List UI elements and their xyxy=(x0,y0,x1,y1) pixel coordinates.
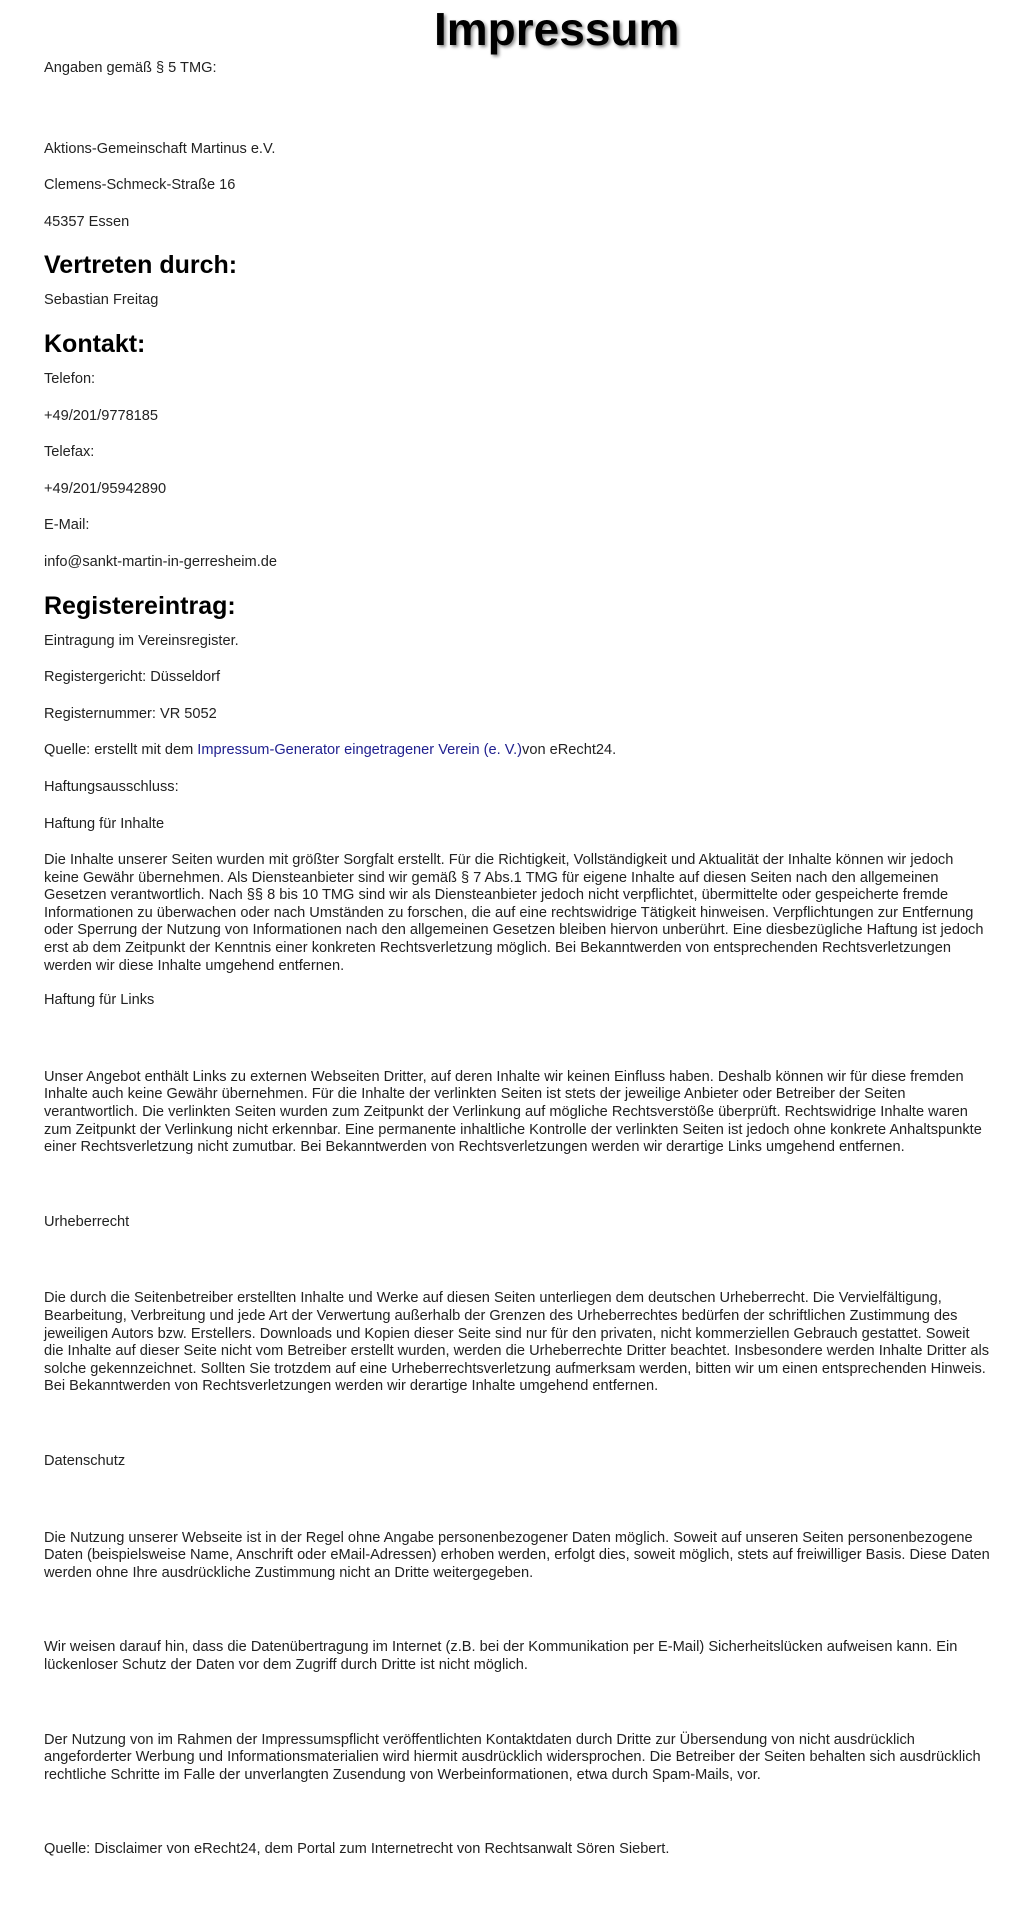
privacy-text-2: Wir weisen darauf hin, dass die Datenübertragung im Internet (z.B. bei der Kommunikation per E-Mail) Sicherheitslücken aufweisen kann. Ein lückenloser Schutz der Daten vor dem Zugriff durch Dritte ist nicht möglich. xyxy=(44,1639,958,1673)
spacer xyxy=(44,1599,990,1639)
address-org: Aktions-Gemeinschaft Martinus e.V. xyxy=(44,140,276,157)
spacer xyxy=(44,1801,990,1841)
phone-number: +49/201/9778185 xyxy=(44,407,159,424)
represented-heading: Vertreten durch: xyxy=(44,251,238,280)
register-court: Registergericht: Düsseldorf xyxy=(44,669,221,686)
register-entry: Eintragung im Vereinsregister. xyxy=(44,632,239,649)
represented-name: Sebastian Freitag xyxy=(44,292,159,309)
copyright-heading: Urheberrecht xyxy=(44,1213,130,1230)
spacer xyxy=(44,1413,990,1453)
spacer xyxy=(44,97,990,141)
spacer xyxy=(44,1250,990,1290)
disclaimer-source: Quelle: Disclaimer von eRecht24, dem Portal zum Internetrecht von Rechtsanwalt Sören Siebert. xyxy=(44,1841,670,1858)
spacer xyxy=(44,1029,990,1069)
links-liability-text: Unser Angebot enthält Links zu externen Webseiten Dritter, auf deren Inhalte wir keinen Einfluss haben. Deshalb können wir für diese fremden Inhalte auch keine Gewähr übernehmen. Für die Inhalte der verlinkten Seiten ist stets der jeweilige Anbieter oder Betreiber der Seiten verantwortlich. Die verlinkten Seiten wurden zum Zeitpunkt der Verlinkung auf mögliche Rechtsverstöße überprüft. Rechtswidrige Inhalte waren zum Zeitpunkt der Verlinkung nicht erkennbar. Eine permanente inhaltliche Kontrolle der verlinkten Seiten ist jedoch ohne konkrete Anhaltspunkte einer Rechtsverletzung nicht zumutbar. Bei Bekanntwerden von Rechtsverletzungen werden wir derartige Links umgehend entfernen. xyxy=(44,1068,982,1156)
privacy-heading: Datenschutz xyxy=(44,1452,126,1469)
content-liability-heading: Haftung für Inhalte xyxy=(44,815,165,832)
source-suffix: von eRecht24. xyxy=(522,742,617,759)
spacer xyxy=(44,1174,990,1214)
source-prefix: Quelle: erstellt mit dem xyxy=(44,742,198,759)
disclaimer-heading: Haftungsausschluss: xyxy=(44,778,179,795)
intro-text: Angaben gemäß § 5 TMG: xyxy=(44,60,217,76)
contact-heading: Kontakt: xyxy=(44,329,146,358)
email-address: info@sankt-martin-in-gerresheim.de xyxy=(44,553,277,570)
register-number: Registernummer: VR 5052 xyxy=(44,705,217,722)
impressum-generator-link[interactable]: Impressum-Generator eingetragener Verein (e. V.) xyxy=(197,742,523,759)
spacer xyxy=(44,1692,990,1732)
copyright-text: Die durch die Seitenbetreiber erstellten Inhalte und Werke auf diesen Seiten unterliegen dem deutschen Urheberrecht. Die Vervielfältigung, Bearbeitung, Verbreitung und jede Art der Verwertung außerhalb der Grenzen des Urheberrechtes bedürfen der schriftlichen Zustimmung des jeweiligen Autors bzw. Erstellers. Downloads und Kopien dieser Seite sind nur für den privaten, nicht kommerziellen Gebrauch gestattet. Soweit die Inhalte auf dieser Seite nicht vom Betreiber erstellt wurden, werden die Urheberrechte Dritter beachtet. Insbesondere werden Inhalte Dritter als solche gekennzeichnet. Sollten Sie trotzdem auf eine Urheberrechtsverletzung aufmerksam werden, bitten wir um einen entsprechenden Hinweis. Bei Bekanntwerden von Rechtsverletzungen werden wir derartige Inhalte umgehend entfernen. xyxy=(44,1290,990,1395)
address-city: 45357 Essen xyxy=(44,213,130,230)
impressum-content xyxy=(44,60,990,1878)
fax-number: +49/201/95942890 xyxy=(44,480,167,497)
phone-label: Telefon: xyxy=(44,370,96,387)
address-street: Clemens-Schmeck-Straße 16 xyxy=(44,177,236,194)
fax-label: Telefax: xyxy=(44,444,95,461)
content-liability-text: Die Inhalte unserer Seiten wurden mit größter Sorgfalt erstellt. Für die Richtigkeit, Vollständigkeit und Aktualität der Inhalte können wir jedoch keine Gewähr übernehmen. Als Diensteanbieter sind wir gemäß § 7 Abs.1 TMG für eigene Inhalte auf diesen Seiten nach den allgemeinen Gesetzen verantwortlich. Nach §§ 8 bis 10 TMG sind wir als Diensteanbieter jedoch nicht verpflichtet, übermittelte oder gespeicherte fremde Informationen zu überwachen oder nach Umständen zu forschen, die auf eine rechtswidrige Tätigkeit hinweisen. Verpflichtungen zur Entfernung oder Sperrung der Nutzung von Informationen nach den allgemeinen Gesetzen bleiben hiervon unberührt. Eine diesbezügliche Haftung ist jedoch erst ab dem Zeitpunkt der Kenntnis einer konkreten Rechtsverletzung möglich. Bei Bekanntwerden von entsprechenden Rechtsverletzungen werden wir diese Inhalte umgehend entfernen. xyxy=(44,852,984,974)
privacy-text-1: Die Nutzung unserer Webseite ist in der Regel ohne Angabe personenbezogener Daten möglich. Soweit auf unseren Seiten personenbezogene Daten (beispielsweise Name, Anschrift oder eMail-Adressen) erhoben werden, erfolgt dies, soweit möglich, stets auf freiwilliger Basis. Diese Daten werden ohne Ihre ausdrückliche Zustimmung nicht an Dritte weitergegeben. xyxy=(44,1529,990,1581)
email-label: E-Mail: xyxy=(44,517,90,534)
register-heading: Registereintrag: xyxy=(44,591,236,620)
privacy-text-3: Der Nutzung von im Rahmen der Impressumspflicht veröffentlichten Kontaktdaten durch Dritte zur Übersendung von nicht ausdrücklich angeforderter Werbung und Informationsmaterialien wird hiermit ausdrücklich widersprochen. Die Betreiber der Seiten behalten sich ausdrücklich rechtliche Schritte im Falle der unverlangten Zusendung von Werbeinformationen, etwa durch Spam-Mails, vor. xyxy=(44,1731,981,1783)
source-line xyxy=(44,742,990,760)
links-liability-heading: Haftung für Links xyxy=(44,992,155,1009)
spacer xyxy=(44,1490,990,1530)
page-title: Impressum xyxy=(434,3,680,55)
